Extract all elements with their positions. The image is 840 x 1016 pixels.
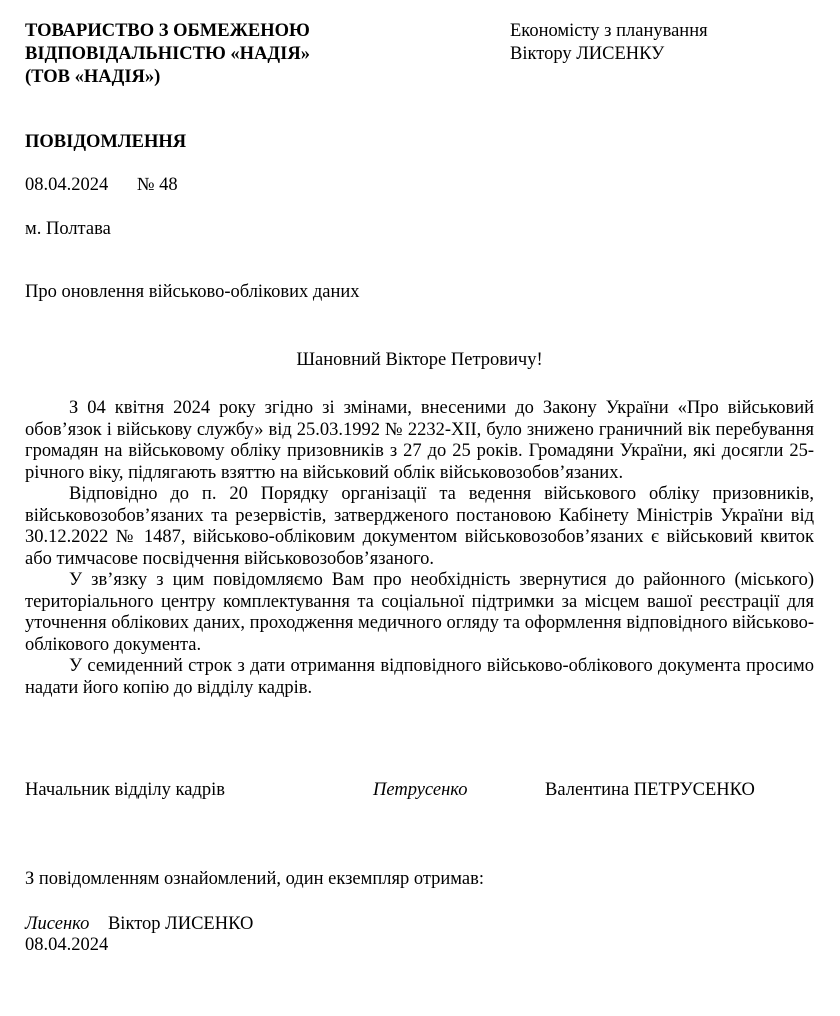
document-date: 08.04.2024 bbox=[25, 175, 109, 195]
signer-position: Начальник відділу кадрів bbox=[25, 780, 225, 800]
document-number: № 48 bbox=[136, 175, 178, 195]
acknowledger-autograph: Лисенко bbox=[25, 913, 90, 934]
acknowledgment-date: 08.04.2024 bbox=[25, 935, 109, 955]
company-name-line-3: (ТОВ «НАДІЯ») bbox=[25, 67, 161, 87]
document-city: м. Полтава bbox=[25, 218, 111, 239]
document-subject: Про оновлення військово-облікових даних bbox=[25, 282, 360, 302]
salutation: Шановний Вікторе Петровичу! bbox=[296, 349, 543, 370]
body-paragraph-3: У зв’язку з цим повідомляємо Вам про необхідність звернутися до районного (міського) територіального центру комплектування та соціальної підтримки за місцем вашої реєстрації для уточнення облікових даних, проходження медичного огляду та оформлення відповідного військово-облікового документа. bbox=[25, 570, 814, 655]
addressee-position: Економісту з планування bbox=[510, 21, 708, 41]
signature-row bbox=[25, 780, 814, 802]
company-name bbox=[25, 20, 385, 89]
letter-body bbox=[25, 398, 814, 699]
company-name-line-1: ТОВАРИСТВО З ОБМЕЖЕНОЮ bbox=[25, 21, 310, 41]
addressee-block bbox=[510, 20, 814, 66]
body-paragraph-1: З 04 квітня 2024 року згідно зі змінами, внесеними до Закону України «Про військовий обов’язок і військову службу» від 25.03.1992 № 2232-XII, було знижено граничний вік перебування громадян на військовому обліку призовників з 27 до 25 років. Громадяни України, які досягли 25-річного віку, підлягають взяттю на військовий облік військовозобов’язаних. bbox=[25, 398, 814, 483]
document-type-title: ПОВІДОМЛЕННЯ bbox=[25, 132, 187, 152]
body-paragraph-4: У семиденний строк з дати отримання відповідного військово-облікового документа просимо надати його копію до відділу кадрів. bbox=[25, 656, 814, 698]
acknowledger-full-name: Віктор ЛИСЕНКО bbox=[107, 913, 254, 934]
body-paragraph-2: Відповідно до п. 20 Порядку організації та ведення військового обліку призовників, військовозобов’язаних та резервістів, затвердженого постановою Кабінету Міністрів України від 30.12.2022 № 1487, військово-обліковим документом військовозобов’язаних є військовий квиток або тимчасове посвідчення військовозобов’язаного. bbox=[25, 484, 814, 569]
acknowledgment-statement: З повідомленням ознайомлений, один екземпляр отримав: bbox=[25, 869, 484, 889]
letterhead bbox=[25, 20, 814, 89]
addressee-name: Віктору ЛИСЕНКУ bbox=[510, 44, 665, 64]
company-name-line-2: ВІДПОВІДАЛЬНІСТЮ «НАДІЯ» bbox=[25, 44, 310, 64]
signer-full-name: Валентина ПЕТРУСЕНКО bbox=[545, 780, 755, 800]
date-number-line bbox=[25, 175, 814, 197]
acknowledgment-name-line bbox=[25, 914, 814, 936]
signer-autograph: Петрусенко bbox=[373, 780, 468, 800]
